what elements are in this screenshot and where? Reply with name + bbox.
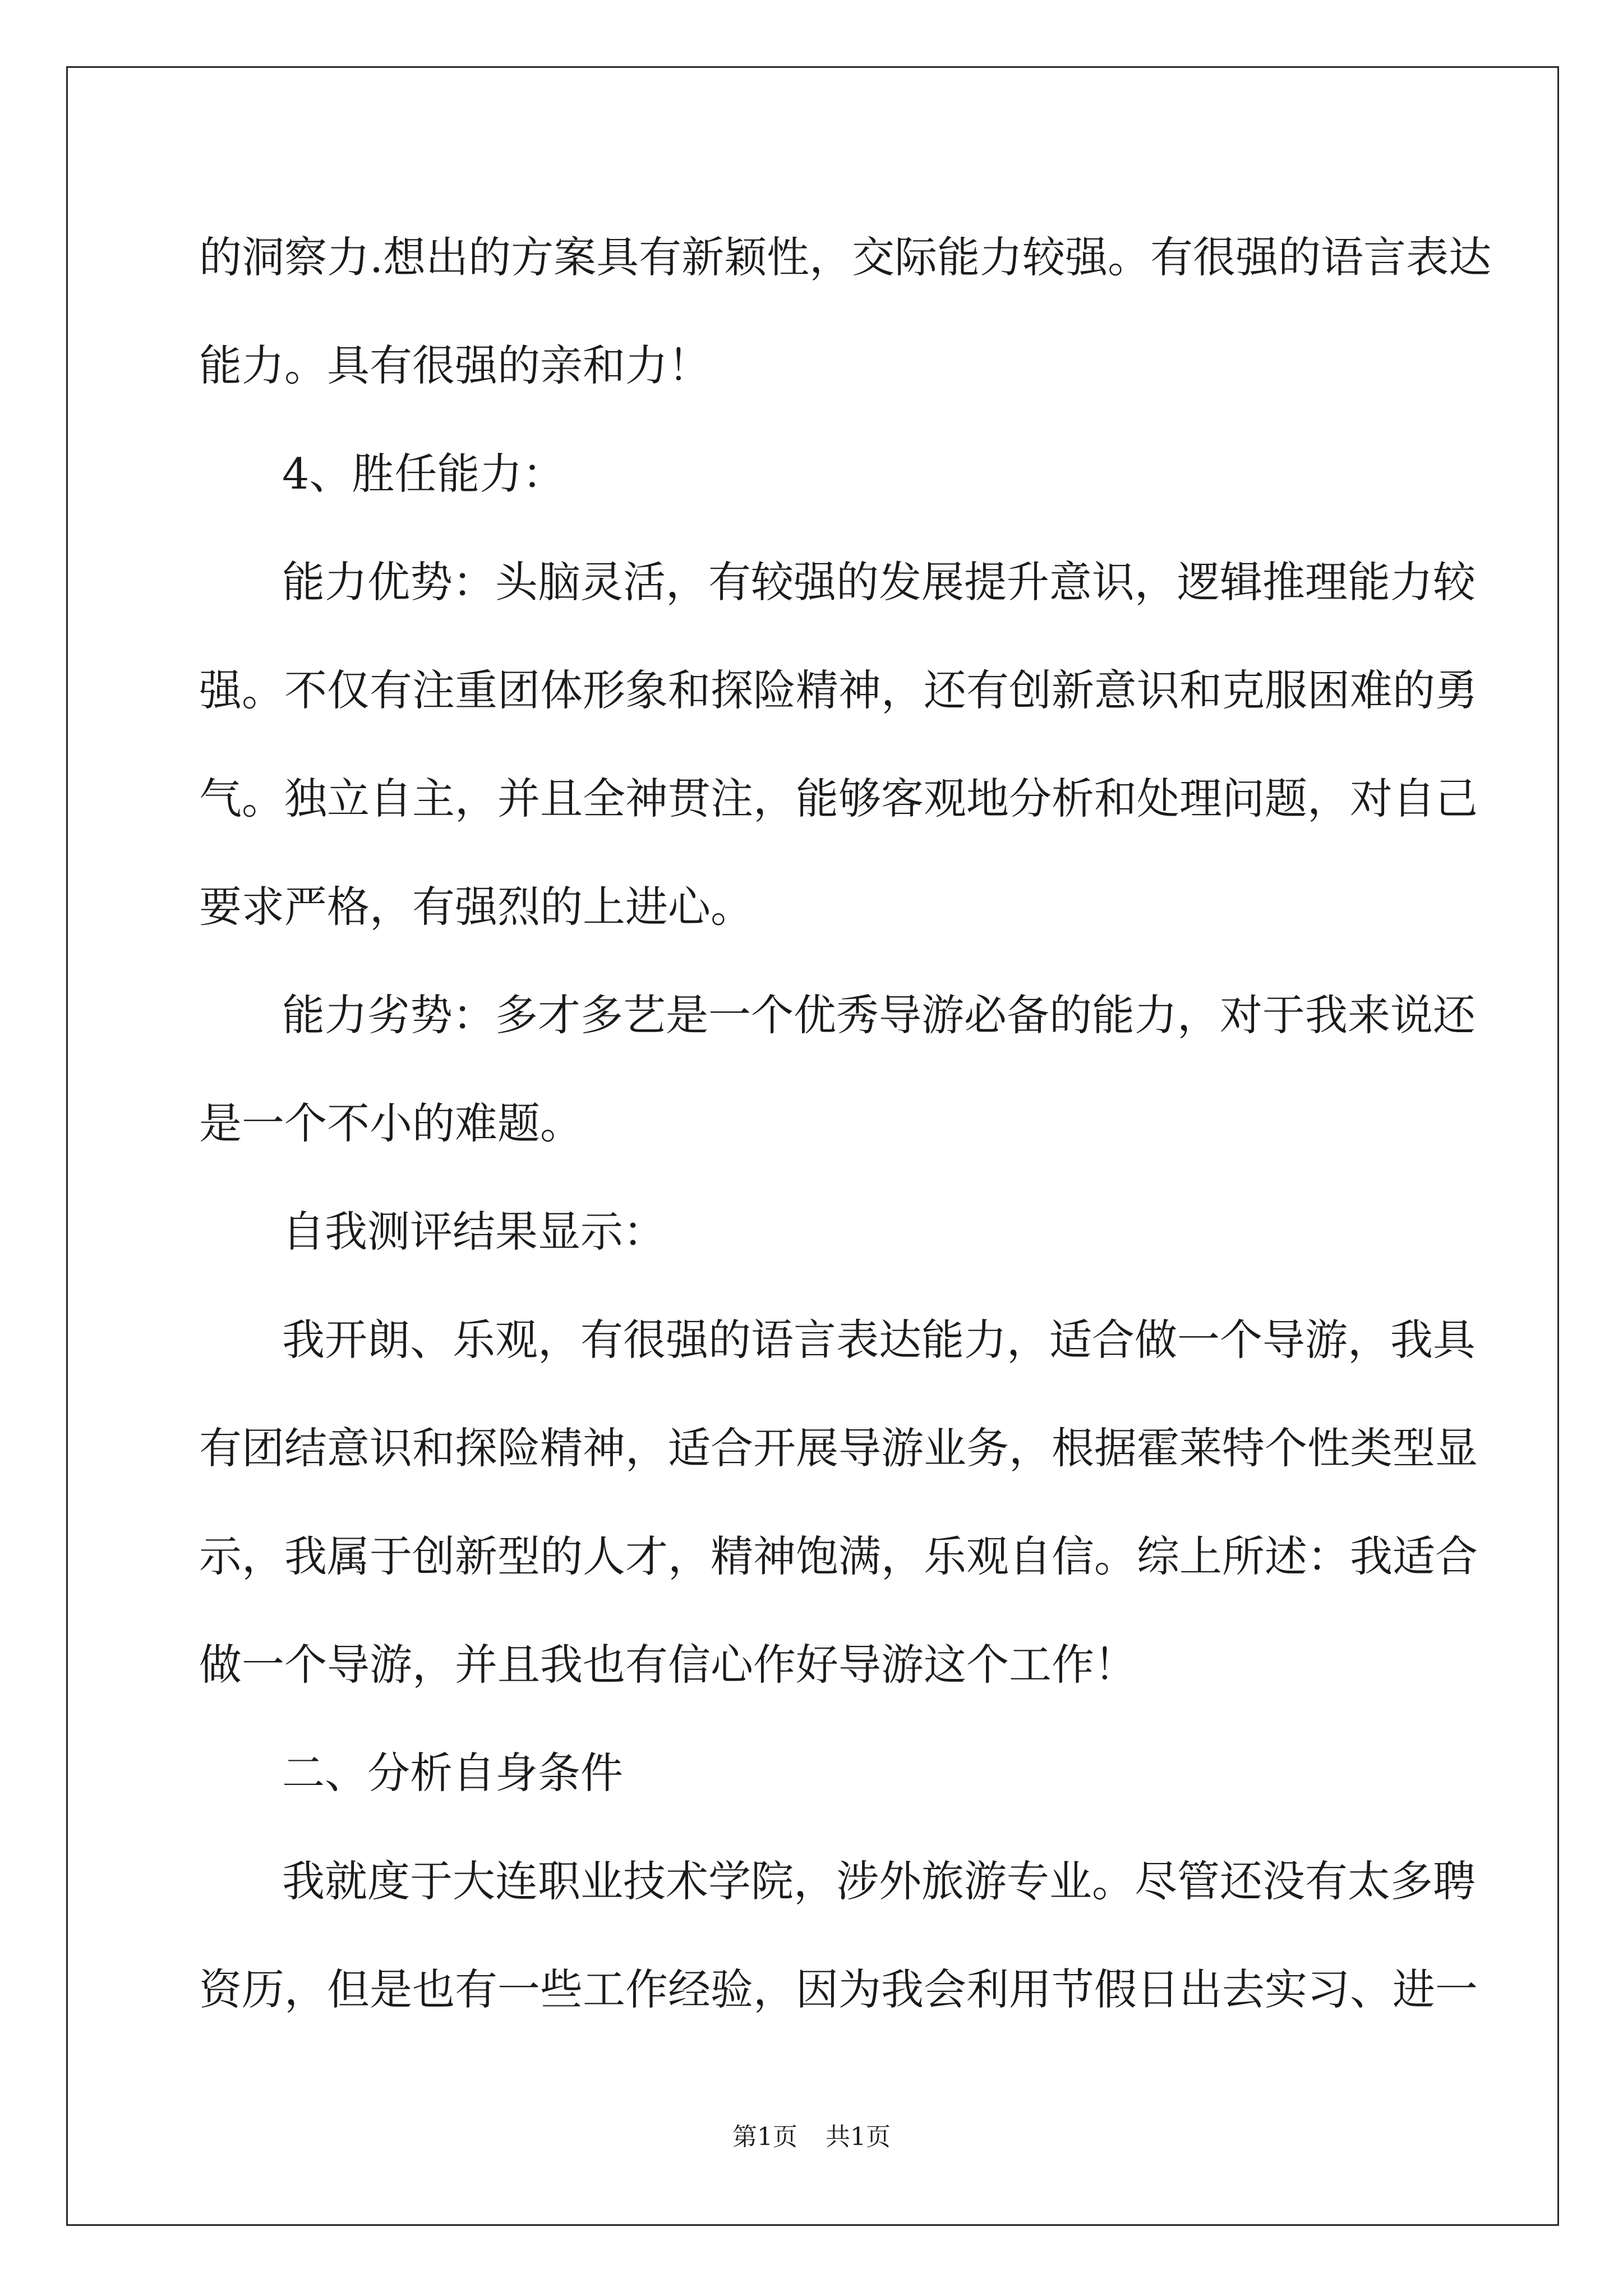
page-number: 第1页 [732,2123,797,2151]
text-line: 气。独立自主，并且全神贯注，能够客观地分析和处理问题，对自己 [199,774,1478,823]
text-line: 做一个导游，并且我也有信心作好导游这个工作！ [199,1640,1137,1690]
text-line: 能力。具有很强的亲和力！ [199,341,711,390]
text-line: 强。不仅有注重团体形象和探险精神，还有创新意识和克服困难的勇 [199,665,1478,715]
text-line: 有团结意识和探险精神，适合开展导游业务，根据霍莱特个性类型显 [199,1423,1478,1473]
text-line: 能力劣势：多才多艺是一个优秀导游必备的能力，对于我来说还 [282,990,1476,1040]
text-line: 能力优势：头脑灵活，有较强的发展提升意识，逻辑推理能力较 [282,557,1476,607]
text-line: 我就度于大连职业技术学院，涉外旅游专业。尽管还没有太多聘 [282,1856,1476,1906]
text-line: 资历，但是也有一些工作经验，因为我会利用节假日出去实习、进一 [199,1964,1478,2014]
text-line: 是一个不小的难题。 [199,1098,583,1148]
section-heading: 二、分析自身条件 [282,1748,623,1798]
section-heading: 4、胜任能力： [282,449,565,499]
text-line: 要求严格，有强烈的上进心。 [199,882,753,932]
page-total: 共1页 [826,2123,891,2151]
section-heading: 自我测评结果显示： [282,1207,666,1257]
document-body [199,203,1492,2044]
text-line: 的洞察力.想出的方案具有新颖性，交际能力较强。有很强的语言表达 [199,232,1492,282]
text-line: 我开朗、乐观，有很强的语言表达能力，适合做一个导游，我具 [282,1315,1476,1365]
page-footer [0,2120,1623,2154]
text-line: 示，我属于创新型的人才，精神饱满，乐观自信。综上所述：我适合 [199,1531,1478,1581]
